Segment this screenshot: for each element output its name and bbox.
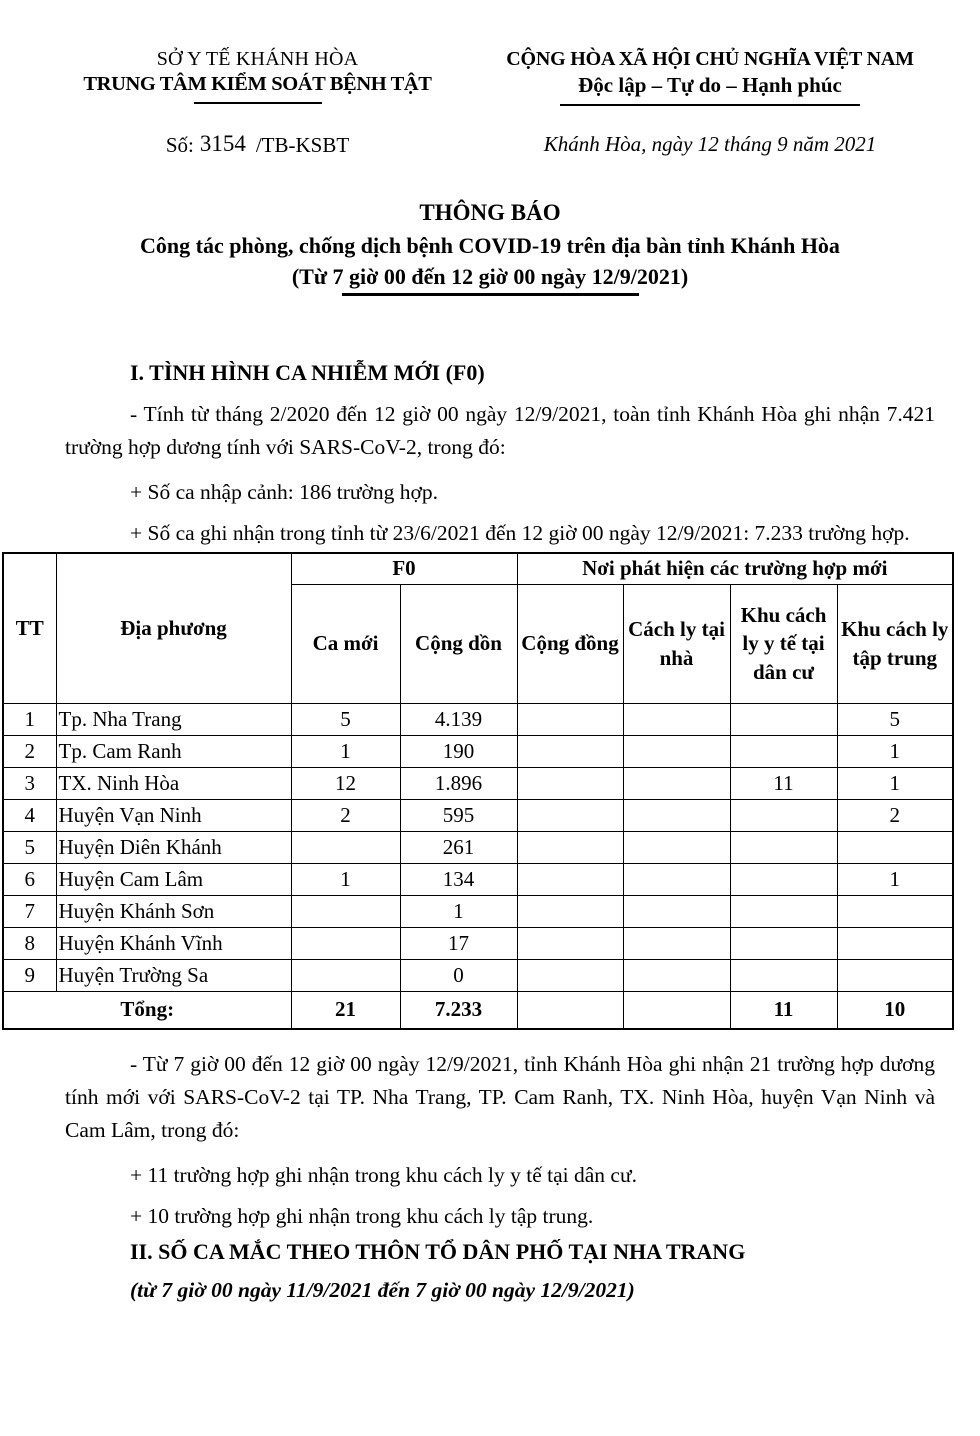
table-cell [517,735,623,767]
table-cell [730,735,837,767]
table-row [3,767,953,799]
table-row [3,927,953,959]
doc-number-prefix: Số: [165,133,194,157]
table-cell: 2 [837,799,953,831]
table-cell: 7 [3,895,56,927]
table-total-row [3,991,953,1029]
table-cell: 3 [3,767,56,799]
table-cell: Huyện Diên Khánh [56,831,291,863]
table-cell: 1 [837,735,953,767]
table-cell: 261 [400,831,517,863]
table-row [3,799,953,831]
table-cell [291,895,400,927]
table-cell [730,895,837,927]
table-cell [730,799,837,831]
org-name: TRUNG TÂM KIỂM SOÁT BỆNH TẬT [83,73,432,95]
table-cell: Tp. Cam Ranh [56,735,291,767]
table-cell [517,767,623,799]
table-cell [623,735,730,767]
section-1-paragraph-1: - Tính từ tháng 2/2020 đến 12 giờ 00 ngày 12/9/2021, toàn tỉnh Khánh Hòa ghi nhận 7.421 trường hợp dương tính với SARS-CoV-2, trong đó: [65,401,935,459]
section-1-paragraph-3: + Số ca ghi nhận trong tỉnh từ 23/6/2021 đến 12 giờ 00 ngày 12/9/2021: 7.233 trường hợp. [130,520,910,545]
title-underline [342,293,639,296]
section-2-heading: II. SỐ CA MẮC THEO THÔN TỔ DÂN PHỐ TẠI NHA TRANG [130,1238,746,1264]
col-header-cach-ly-tai-nha: Cách ly tại nhà [623,584,730,703]
table-cell [517,927,623,959]
section-1-paragraph-6: + 10 trường hợp ghi nhận trong khu cách ly tập trung. [130,1203,594,1228]
place-date-line: Khánh Hòa, ngày 12 tháng 9 năm 2021 [543,132,877,156]
col-group-noi-phat-hien: Nơi phát hiện các trường hợp mới [517,553,953,585]
table-cell [623,863,730,895]
org-underline [194,102,322,104]
table-cell: 17 [400,927,517,959]
table-cell: Huyện Trường Sa [56,959,291,991]
table-cell [837,895,953,927]
section-1-paragraph-4: - Từ 7 giờ 00 đến 12 giờ 00 ngày 12/9/2021, tỉnh Khánh Hòa ghi nhận 21 trường hợp dương tính mới với SARS-CoV-2 tại TP. Nha Trang, TP. Cam Ranh, TX. Ninh Hòa, huyện Vạn Ninh và Cam Lâm, trong đó: [65,1051,935,1142]
table-cell [837,927,953,959]
table-cell: 1 [837,767,953,799]
section-1-paragraph-5: + 11 trường hợp ghi nhận trong khu cách ly y tế tại dân cư. [130,1162,637,1187]
title-block [0,200,980,296]
table-cell: TX. Ninh Hòa [56,767,291,799]
table-cell: 6 [3,863,56,895]
table-row [3,863,953,895]
col-header-cong-don: Cộng dồn [400,584,517,703]
table-row [3,735,953,767]
table-row [3,895,953,927]
table-cell: 12 [291,767,400,799]
table-cell [517,959,623,991]
table-cell [517,799,623,831]
national-title: CỘNG HÒA XÃ HỘI CHỦ NGHĨA VIỆT NAM [506,48,914,70]
table-cell [291,927,400,959]
table-cell [623,767,730,799]
table-cell [623,927,730,959]
table-cell: 134 [400,863,517,895]
table-cell [517,895,623,927]
table-cell: 11 [730,767,837,799]
col-header-khu-cach-ly-tap-trung: Khu cách ly tập trung [837,584,953,703]
table-cell [623,831,730,863]
col-header-ca-moi: Ca mới [291,584,400,703]
doc-number-suffix: /TB-KSBT [255,133,350,157]
col-header-dia-phuong: Địa phương [56,553,291,704]
table-cell: 5 [291,703,400,735]
total-cell [623,991,730,1029]
section-2-subheading: (từ 7 giờ 00 ngày 11/9/2021 đến 7 giờ 00 ngày 12/9/2021) [130,1277,635,1302]
table-cell: 5 [3,831,56,863]
section-1-heading: I. TÌNH HÌNH CA NHIỄM MỚI (F0) [130,359,485,385]
section-1-paragraph-2: + Số ca nhập cảnh: 186 trường hợp. [130,479,439,504]
table-cell: Huyện Vạn Ninh [56,799,291,831]
total-cell: 7.233 [400,991,517,1029]
table-cell: Huyện Khánh Sơn [56,895,291,927]
total-cell [517,991,623,1029]
table-cell: 1.896 [400,767,517,799]
doc-subject-title: Công tác phòng, chống dịch bệnh COVID-19 trên địa bàn tỉnh Khánh Hòa [140,233,840,258]
table-cell [623,895,730,927]
table-cell: 4 [3,799,56,831]
table-cell: 1 [291,863,400,895]
table-cell: 5 [837,703,953,735]
national-header-block [465,48,955,106]
table-cell [730,863,837,895]
table-cell [291,959,400,991]
col-header-khu-cach-ly-y-te: Khu cách ly y tế tại dân cư [730,584,837,703]
org-parent-name: SỞ Y TẾ KHÁNH HÒA [156,48,359,70]
table-cell [291,831,400,863]
doc-number-value: 3154 [199,131,246,156]
total-cell: 10 [837,991,953,1029]
table-cell [517,863,623,895]
table-cell: Huyện Cam Lâm [56,863,291,895]
table-cell: 1 [837,863,953,895]
table-cell [837,831,953,863]
col-header-tt: TT [3,553,56,704]
table-cell [730,927,837,959]
table-cell: 1 [400,895,517,927]
col-header-cong-dong: Cộng đồng [517,584,623,703]
table-cell [837,959,953,991]
table-cell [517,703,623,735]
table-row [3,959,953,991]
table-cell [517,831,623,863]
national-motto: Độc lập – Tự do – Hạnh phúc [578,73,842,97]
issuing-org-block [65,48,450,106]
col-group-f0: F0 [291,553,517,585]
table-cell: 2 [291,799,400,831]
table-cell: 8 [3,927,56,959]
doc-number [65,132,450,158]
doc-time-range: (Từ 7 giờ 00 đến 12 giờ 00 ngày 12/9/2021) [291,264,689,289]
table-cell [730,703,837,735]
table-cell: 4.139 [400,703,517,735]
motto-underline [560,104,860,106]
table-cell [730,831,837,863]
total-cell: 11 [730,991,837,1029]
table-cell: Tp. Nha Trang [56,703,291,735]
table-cell: 190 [400,735,517,767]
table-row [3,703,953,735]
table-cell: 1 [291,735,400,767]
table-cell: 2 [3,735,56,767]
total-cell: 21 [291,991,400,1029]
cases-by-locality-table [2,552,954,1030]
table-row [3,831,953,863]
table-cell: 0 [400,959,517,991]
table-cell: 9 [3,959,56,991]
doc-number-row [0,132,980,158]
table-cell [623,959,730,991]
table-cell [730,959,837,991]
letterhead [0,0,980,106]
table-cell: 1 [3,703,56,735]
table-cell: 595 [400,799,517,831]
table-cell [623,703,730,735]
table-cell [623,799,730,831]
doc-type-title: THÔNG BÁO [419,200,561,225]
total-label: Tổng: [3,991,291,1029]
table-cell: Huyện Khánh Vĩnh [56,927,291,959]
